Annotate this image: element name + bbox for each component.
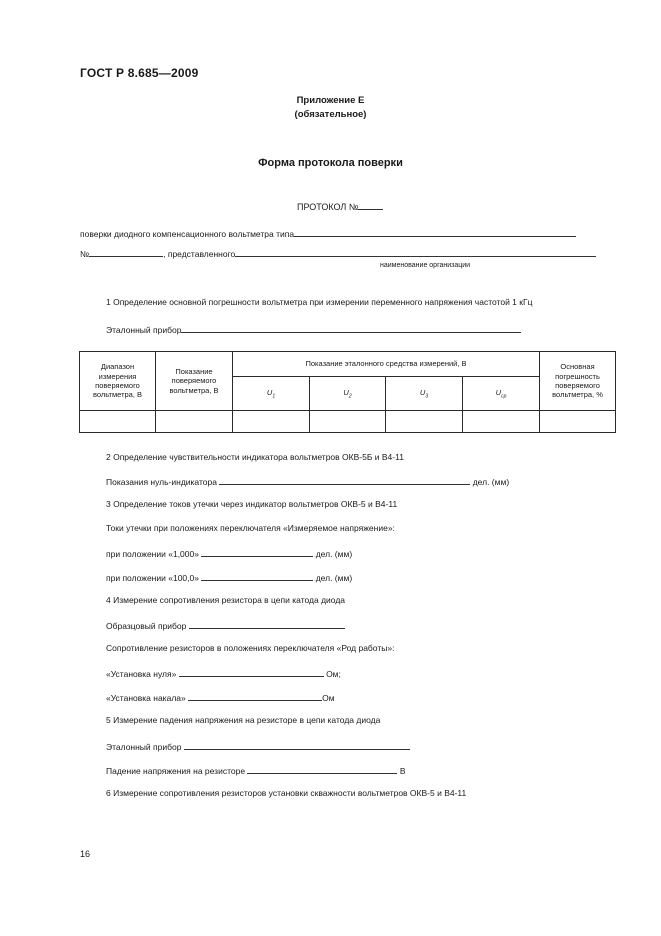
protocol-heading [297,200,383,212]
organization-field[interactable] [235,247,596,257]
section-4-heat-unit: Ом [322,693,335,703]
section-5-drop-field[interactable] [247,764,397,774]
table-cell[interactable] [233,411,310,433]
section-5-reference-line [106,740,410,752]
col-reading-header: Показание поверяемого вольтметра, В [156,352,233,411]
presented-line [80,247,596,259]
section-5-drop-line [106,764,405,776]
section-4-zero-field[interactable] [179,667,324,677]
section-3-pos2-unit: дел. (мм) [315,573,353,583]
section-1-reference-line [106,323,521,335]
section-3-pos2-field[interactable] [201,571,313,581]
section-4-zero-label: «Установка нуля» [106,669,177,679]
u2-header: $U_2$ [310,377,386,411]
u-avg-header: $U_{ср}$ [463,377,540,411]
serial-number-field[interactable] [89,247,163,257]
section-2-title: 2 Определение чувствительности индикатора вольтметров ОКВ-5Б и В4-11 [106,452,404,462]
col-range-header: Диапазон измерения поверяемого вольтметра, В [80,352,156,411]
section-3-pos2-line [106,571,352,583]
section-4-reference-label: Образцовый прибор [106,621,187,631]
table-cell[interactable] [156,411,233,433]
section-5-drop-label: Падение напряжения на резисторе [106,766,246,776]
verifier-type-field[interactable] [294,227,576,237]
section-3-pos1-unit: дел. (мм) [315,549,353,559]
section-2-reading-label: Показания нуль-индикатора [106,477,217,487]
table-cell[interactable] [386,411,463,433]
section-6-title: 6 Измерение сопротивления резисторов установки скважности вольтметров ОКВ-5 и В4-11 [106,788,467,798]
section-4-heat-label: «Установка накала» [106,693,186,703]
section-5-title: 5 Измерение падения напряжения на резисторе в цепи катода диода [106,715,381,725]
section-2-reading-line [106,475,509,487]
section-5-reference-label: Эталонный прибор [106,742,182,752]
section-4-reference-field[interactable] [189,619,345,629]
u1-header: $U_1$ [233,377,310,411]
document-header: ГОСТ Р 8.685—2009 [80,66,199,80]
presented-label: , представленного [163,249,236,259]
section-4-heat-line [106,691,335,703]
measurement-table [79,351,616,433]
table-cell[interactable] [310,411,386,433]
section-3-pos1-label: при положении «1,000» [106,549,199,559]
section-3-title: 3 Определение токов утечки через индикатор вольтметров ОКВ-5 и В4-11 [106,499,398,509]
section-3-pos1-line [106,547,352,559]
protocol-number-field[interactable] [358,200,383,210]
section-4-zero-unit: Ом; [326,669,341,679]
section-1-reference-label: Эталонный прибор [106,325,182,335]
section-4-title: 4 Измерение сопротивления резистора в цепи катода диода [106,595,346,605]
section-1-reference-field[interactable] [181,323,521,333]
col-reference-header: Показание эталонного средства измерений, В [233,352,540,377]
section-5-reference-field[interactable] [184,740,410,750]
section-2-reading-unit: дел. (мм) [472,477,510,487]
section-1-title: 1 Определение основной погрешности вольтметра при измерении переменного напряжения частотой 1 кГц [106,297,533,307]
verifier-type-line [80,227,576,239]
section-4-zero-line [106,667,341,679]
page-number: 16 [80,849,91,859]
number-label: № [80,249,90,259]
protocol-label: ПРОТОКОЛ № [297,202,359,212]
table-cell[interactable] [540,411,616,433]
section-5-drop-unit: В [399,766,406,776]
section-3-pos2-label: при положении «100,0» [106,573,199,583]
verifier-type-label: поверки диодного компенсационного вольтметра типа [80,229,295,239]
section-4-reference-line [106,619,345,631]
section-4-heat-field[interactable] [188,691,322,701]
table-cell[interactable] [463,411,540,433]
col-error-header: Основная погрешность поверяемого вольтметра, % [540,352,616,411]
u3-header: $U_3$ [386,377,463,411]
table-cell[interactable] [80,411,156,433]
section-2-reading-field[interactable] [219,475,470,485]
section-3-intro: Токи утечки при положениях переключателя «Измеряемое напряжение»: [106,523,395,533]
appendix-title: Приложение Е [296,95,365,106]
section-3-pos1-field[interactable] [201,547,313,557]
section-4-intro: Сопротивление резисторов в положениях переключателя «Род работы»: [106,643,395,653]
organization-caption: наименование организации [380,262,471,269]
form-title: Форма протокола поверки [258,157,403,169]
appendix-type: (обязательное) [294,109,367,120]
